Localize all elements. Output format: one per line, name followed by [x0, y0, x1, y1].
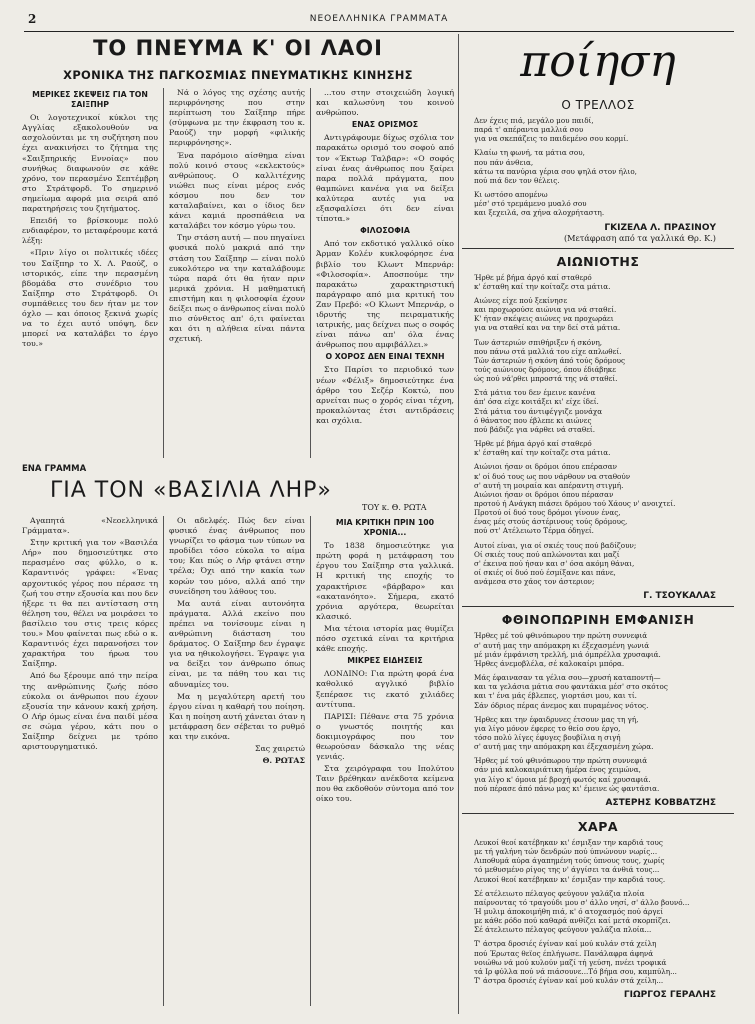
- paragraph: Ένα παρόμοιο αίσθημα είναι πολύ κοινό στους «εκλεκτούς» ανθρώπους. Ο καλλιτέχνης νιώθει πως είναι μέρος ενός κόσμου που δεν τον καταλαβαίνει, και ο ίδιος δεν κάνει καμιά προσπάθεια να καταλάβει τον κόσμο γύρω του.: [169, 150, 305, 231]
- poem-line: άπ' όσα είχε κοιτάξει κι' είχε ίδεί.: [474, 397, 599, 407]
- article2-columns: [22, 516, 454, 1006]
- poem-line: κ' έσταθη καί την κοίταζε στα μάτια.: [474, 448, 611, 458]
- poem-stanza: [474, 148, 734, 185]
- poem-stanza: [474, 756, 734, 793]
- poetry-section-title: [468, 32, 728, 90]
- poem-line: κ' οί δυό τους ως που νάρθουν να σταθούν: [474, 471, 631, 481]
- column-heading: ΜΙΚΡΕΣ ΕΙΔΗΣΕΙΣ: [347, 656, 423, 666]
- poem: [462, 98, 734, 249]
- poem-line: Σέ ατέλειωτο πέλαγος φεύγουν γαλάζια πλοία: [474, 888, 645, 898]
- poem-line: Αυτοί είναι, για οί σκιές τους πού βαδίζουν;: [474, 540, 637, 550]
- poem-line: Ήρθες μέ τού φθινόπωρου την πρώτη συννεφιά: [474, 756, 648, 766]
- column-heading: ΜΕΡΙΚΕΣ ΣΚΕΨΕΙΣ ΓΙΑ ΤΟΝ ΣΑΙΞΠΗΡ: [32, 90, 148, 110]
- poem-line: ανάμεσα στο χάος τον άστεριον;: [474, 577, 595, 587]
- article1-columns: [22, 88, 454, 458]
- poem-title: Ο ΤΡΕΛΛΟΣ: [561, 98, 635, 112]
- poem-line: Αιώνιοι ήσαν οι δρόμοι όπου επέρασαν: [474, 462, 618, 472]
- poem-line: για λίγο κ' όμοια μέ βροχή φωτός καί χρυσαφιά.: [474, 774, 651, 784]
- poem-separator: [462, 813, 734, 814]
- poem: [462, 254, 734, 608]
- poem-translation-note: (Μετάφραση από τα γαλλικά Θρ. Κ.): [563, 232, 716, 243]
- poem-line: για λίγο μόνον έφερες το θείο σου έργο,: [474, 723, 621, 733]
- poem-line: παρά τ' απέραντα μαλλιά σου: [474, 125, 584, 135]
- poem-line: Στά μάτια του άντιφέγγιζε μονάχα: [474, 406, 603, 416]
- poem-body: [462, 631, 734, 793]
- poem-line: Ήρθε μέ βήμα άργό καί σταθερό: [474, 439, 592, 449]
- poem-line: Αιώνες είχε πού ξεκίνησε: [474, 295, 568, 305]
- column-divider: [310, 88, 311, 458]
- paragraph: Την στάση αυτή — που πηγαίνει φυσικά πολύ μακριά από την στάση του Σαίξπηρ — είναι πολύ ευκολότερο να την καταλάβουμε τώρα παρά ότι θα ήταν πριν μερικά χρόνια. Η μαθηματική επιστήμη και η φιλοσοφία έχουν δείξει πως ο άνθρωπος είναι πολύ πιο σύνθετος απ' ό,τι φαίνεται και ότι η αλήθεια είναι πάντα σχετική.: [169, 233, 305, 344]
- paragraph: Από δω ξέρουμε από την πείρα της ανθρώπινης ζωής πόσο εύκολα οι άνθρωποι που έχουν εξουσία την κάνουν κακή χρήση. Ο Λήρ όμως είναι ένα παιδί μέσα σε σώμα γέρου, κάτι που ο Σαίξπηρ δείχνει με τρόπο αριστουργηματικό.: [22, 671, 158, 752]
- poem-line: τόσο πολύ λίγες έφυγες βουβίλια η σιγή: [474, 732, 621, 742]
- paragraph: Στο Παρίσι το περιοδικό των νέων «Φέλιξ» δημοσιεύτηκε ένα άρθρο του Σεζέρ Κοκτώ, που αρνείται πως ο χορός είναι τέχνη, προκαλώντας έτσι αντιδράσεις και σχόλια.: [316, 365, 454, 425]
- paragraph: Το 1838 δημοσιεύτηκε για πρώτη φορά η μετάφραση του έργου του Σαίξπηρ στα γαλλικά. Η κριτική της εποχής το χαρακτήρισε «βάρβαρο» και «ακατανόητο». Σήμερα, εκατό χρόνια αργότερα, θεωρείται κλασικό.: [316, 541, 454, 621]
- poem-line: ώς πού νά'ρθει μπροστά της νά σταθεί.: [474, 374, 618, 384]
- poem-stanza: [474, 631, 734, 668]
- poem-line: τά Ιρ φύλλα πού νά πιάσουνε...Τό βήμα σου, καμπύλη...: [474, 966, 677, 976]
- poem-line: Των άστεριών σπιθήριξεν ή σκόνη,: [474, 337, 603, 347]
- poems-container: [462, 96, 734, 1000]
- poem-body: [462, 838, 734, 985]
- column-divider: [310, 516, 311, 1006]
- article2-title: ΓΙΑ ΤΟΝ «ΒΑΣΙΛΙΑ ΛΗΡ»: [50, 478, 332, 503]
- article1-column-2: [169, 88, 305, 458]
- poem-line: Δεν έχεις πιά, μεγάλο μου παιδί,: [474, 116, 594, 125]
- poetry-section: [462, 34, 734, 1024]
- paragraph: ...του στην στοιχειώδη λογική και καλωσύνη του κοινού ανθρώπου.: [316, 88, 454, 118]
- poem-line: Ήρθες άνεμοβλέλα, σέ καλοκαίρι μπόρα.: [474, 658, 625, 668]
- poem-title: ΦΘΙΝΟΠΩΡΙΝΗ ΕΜΦΑΝΙΣΗ: [501, 612, 695, 628]
- paper-name: ΝΕΟΕΛΛΗΝΙΚΑ ΓΡΑΜΜΑΤΑ: [309, 14, 449, 24]
- poem-line: ένας μές στούς άστέρινους τούς δρόμους,: [474, 517, 628, 527]
- column-divider: [163, 88, 164, 458]
- poem-line: Λευκοί θεοί κατέβηκαν κι' έσμιξαν την καρδιά τους: [474, 837, 663, 847]
- poem-line: πού Έρωτας θεϊος έπλήγωσε. Πανάλαφρα άφηνά: [474, 948, 654, 958]
- poem-body: [462, 273, 734, 587]
- article2-column-2: [169, 516, 305, 1006]
- poem-line: που πάνω στά μαλλιά του είχε απλωθεί.: [474, 346, 622, 356]
- poem-line: Σάν όδριος πέρας άνεμος και πυραμένος νότος.: [474, 700, 649, 710]
- poem-stanza: [474, 889, 734, 935]
- poem-line: Ήρθε μέ βήμα άργό καί σταθερό: [474, 272, 592, 282]
- column-heading: Ο ΧΟΡΟΣ ΔΕΝ ΕΙΝΑΙ ΤΕΧΝΗ: [325, 352, 445, 362]
- poem-line: πού βάδιζε για νάρθει νά σταθεί.: [474, 424, 596, 434]
- poem-author: ΑΣΤΕΡΗΣ ΚΟΒΒΑΤΖΗΣ: [605, 797, 716, 808]
- poem-line: οί σκιές οί δυό πού έσμίξανε και πάνε,: [474, 568, 616, 578]
- poem-line: Ήρθες μέ τού φθινόπωρου την πρώτη συννεφιά: [474, 631, 648, 641]
- poem-stanza: [474, 338, 734, 384]
- poem-line: Κλαίω τη φωνή, τα μάτια σου,: [474, 148, 585, 158]
- poem-line: και τα γελάσια μάτια σου φαντάκια μέσ' στο σκότος: [474, 682, 668, 692]
- poem-line: σ' έκεινα πού ήσαν και σ' όσα ακόμη θάναι,: [474, 558, 635, 568]
- poem-line: τό μεθυσμένο ρίγος της ν' άγγίσει τα άνθιά τους...: [474, 865, 660, 875]
- poem-line: μέ μιάν έμφάνιση τρελλή, μιά όμπρέλλα χρυσαφιά.: [474, 649, 661, 659]
- poem-line: Σέ άτελειωτο πέλαγος φεύγουν γαλάζια πλοία...: [474, 925, 652, 935]
- article1-subtitle: ΧΡΟΝΙΚΑ ΤΗΣ ΠΑΓΚΟΣΜΙΑΣ ΠΝΕΥΜΑΤΙΚΗΣ ΚΙΝΗΣΗΣ: [63, 68, 413, 82]
- poem-stanza: [474, 388, 734, 434]
- article2-column-3: [316, 516, 454, 1006]
- poem-line: μέσ' στό τρεμάμενο μυαλό σου: [474, 199, 587, 209]
- article1-title: ΤΟ ΠΝΕΥΜΑ Κ' ΟΙ ΛΑΟΙ: [93, 36, 383, 60]
- article1-header: [22, 34, 454, 82]
- poem-line: σ' αυτή τη μοιραία και απέραντη στιγμή.: [474, 480, 624, 490]
- poem-line: προτού ή Ανάγκη πιάσει δρόμου τού Χάους ν' ανοιχτεί.: [474, 499, 676, 508]
- poem: [462, 819, 734, 1000]
- poem-line: πού πέρασε άπό πάνω μας κι' έμεινε ώς φαντάσια.: [474, 783, 660, 793]
- poem-stanza: [474, 939, 734, 985]
- poem-line: Αιώνιοι ήσαν οι δρόμοι όπου πέρασαν: [474, 489, 614, 499]
- signature: Θ. ΡΩΤΑΣ: [262, 756, 305, 766]
- paragraph: ΛΟΝΔΙΝΟ: Για πρώτη φορά ένα καθολικό αγγλικό βιβλίο ξεπέρασε τις εκατό χιλιάδες αντίτυπα.: [316, 669, 454, 709]
- poem-stanza: [474, 273, 734, 291]
- section-divider: [458, 34, 459, 1014]
- paragraph: ΠΑΡΙΣΙ: Πέθανε στα 75 χρόνια ο γνωστός ποιητής και δοκιμιογράφος που τον θεωρούσαν δάσκαλο της νέας γενιάς.: [316, 711, 454, 762]
- poem-line: που πάν άνθεια,: [474, 157, 534, 167]
- poem-stanza: [474, 190, 734, 217]
- paragraph: «Πριν λίγο οι πολιτικές ιδέες του Σαίξπηρ το Χ. Λ. Ραούζ, ο ιστορικός, είπε την περασμένη βδομάδα στο συνέδριο του Σαίξπηρ στο Στράτφορδ. Οι συμπάθειες του δεν ήταν με τον όχλο — και όποιος ξεκινά χωρίς να το έχει αυτό υπόψη, δεν μπορεί να καταλάβει το έργο του.»: [22, 248, 158, 349]
- poem-stanza: [474, 673, 734, 710]
- article2-kicker: ΕΝΑ ΓΡΑΜΜΑ: [22, 464, 87, 474]
- poem-line: πού πιά δεν τον θέλεις.: [474, 175, 560, 185]
- poem-line: Μάς έφαινασαν τα γέλια σου—χρυσή καταποντή—: [474, 673, 661, 683]
- poem-stanza: [474, 715, 734, 752]
- paragraph: Αντιγράφουμε δίχως σχόλια τον παρακάτω ορισμό του σοφού από τον «Έκτωρ Ταλβαρ»: «Ο σοφός είναι ένας άνθρωπος που ξαίρει παρα πολλά πράγματα, που θαμπώνει κανένα για να δείξει καλύτερα αυτές για να εξασφαλίσει ότι δεν είναι τίποτα.»: [316, 133, 454, 224]
- article2-byline: ΤΟΥ κ. Θ. ΡΩΤΑ: [362, 503, 427, 512]
- poem-line: Ήρθες και την έφαιδρυνες έτσουν μας τη γή,: [474, 714, 639, 724]
- poem-stanza: [474, 296, 734, 333]
- page-number: 2: [28, 12, 37, 26]
- poem-line: Τ' άστρα δροσιές έγίναν καί μού κυλάν στά χείλη...: [474, 976, 664, 986]
- article1-column-1: [22, 88, 158, 458]
- poem-title: ΧΑΡΑ: [577, 818, 619, 834]
- poem-line: με κάθε ρόδο πού καθαρά ανθίζει καί μετά σκορπίζει.: [474, 916, 671, 926]
- poem-line: και τ' ένα μάς έβλεπες, γιορτάσι μου, και τί.: [474, 691, 637, 701]
- poem-stanza: [474, 439, 734, 457]
- poem-line: για να σταθεί και να την δεί στά μάτια.: [474, 323, 621, 333]
- poem-body: [462, 116, 734, 218]
- poem-author: ΓΚΙΖΕΛΑ Λ. ΠΡΑΣΙΝΟΥ: [604, 222, 716, 233]
- poem-line: Στά μάτια του δεν έμεινε κανένα: [474, 388, 596, 398]
- paragraph: Από τον εκδοτικό γαλλικό οίκο Άρμαν Κολέν κυκλοφόρησε ένα βιβλίο του Κλωντ Μπερνάρ: «Φιλοσοφία». Αποσπούμε την παρακάτω χαρακτηριστική παράγραφο από μια κριτική του Ζαν Πρεβό: «Ο Κλωντ Μπερνάρ, ο ιδρυτής της πειραματικής ιατρικής, μας δείχνει πως ο σοφός είναι πάνω απ' όλα ένας άνθρωπος που αμφιβάλλει.»: [316, 239, 454, 350]
- poem-line: σ' αυτή μας την απόμακρη και έξεχασμένη χώρα.: [474, 742, 654, 752]
- poem: [462, 612, 734, 814]
- paragraph: Στην κριτική για τον «Βασιλέα Λήρ» που δημοσιεύτηκε στο περασμένο σας φύλλο, ο κ. Καραντινός γράφει: «Ένας αρχοντικός γέρος που πέρασε τη ζωή του στην εξουσία και που δεν ήξερε τι θα πει αντίσταση στη θέληση του, θέλει να μοιράσει το βασίλειο του στις τρεις κόρες του.» Μου φαίνεται πως εδώ ο κ. Καραντινός έχει παρανοήσει τον χαρακτήρα του ήρωα του Σαίξπηρ.: [22, 538, 158, 669]
- poem-line: Κ' ήταν σκέψεις αιώνες να προχωράει: [474, 314, 614, 324]
- closing: Σας χαιρετώ: [255, 744, 305, 754]
- poem-stanza: [474, 541, 734, 587]
- poem-line: νοιώθω νά μού κυλούν μαζί τή γεύση, πνέει τροφικά: [474, 957, 667, 967]
- column-heading: ΜΙΑ ΚΡΙΤΙΚΗ ΠΡΙΝ 100 ΧΡΟΝΙΑ...: [335, 518, 435, 538]
- poem-line: σάν μιά καλοκαιριάτικη ήμέρα ένος χειμώνα,: [474, 765, 641, 775]
- poem-line: κάτω τα πανύρια γέρια σου ψηλά στον ήλιο,: [474, 166, 637, 176]
- poem-line: Λευκοί θεοί κατέβηκαν κι' έσμιξαν την καρδιά τους.: [474, 874, 666, 884]
- paragraph: Στα χειρόγραφα του Ιπολύτου Ταιν βρέθηκαν ανέκδοτα κείμενα που θα εκδοθούν σύντομα από τον οίκο του.: [316, 764, 454, 804]
- poem-stanza: [474, 462, 734, 535]
- column-divider: [163, 516, 164, 1006]
- poem-line: Ή μυλιμ άποκοιμήθη πιά, κ' ό ατοχασμός πού άργεί: [474, 907, 664, 916]
- poem-line: Οί σκιές τους πού απλώνονται και μαζί: [474, 549, 620, 559]
- poem-line: και προχωρούσε αιώνια για νά σταθεί.: [474, 305, 617, 315]
- masthead: [24, 10, 734, 32]
- paragraph: Οι λογοτεχνικοί κύκλοι της Αγγλίας εξακολουθούν να ασχολούνται με τη συζήτηση που έχει ανακινήσει το ζήτημα της «Σαιξπηρικής Εννοίας» που συνήθως διαφωνούν σε κάθε χρόνο, τον περασμένο Σεπτέμβρη στο Στράτφορδ. Το σημερινό σημείωμα αφορά μια σειρά από παρατηρήσεις του ζητήματος.: [22, 113, 158, 214]
- poem-line: ό θάνατος που έβλεπε κι αιώνες: [474, 415, 592, 425]
- paragraph: Μα η μεγαλύτερη αρετή του έργου είναι η καθαρή του ποίηση. Και η ποίηση αυτή χάνεται όταν η μετάφραση δεν σέβεται το ρυθμό και την εικόνα.: [169, 691, 305, 741]
- poem-author: Γ. ΤΣΟΥΚΑΛΑΣ: [643, 591, 716, 602]
- poem-line: Τ' άστρα δροσιές έγίναν καί μού κυλάν στά χείλη: [474, 939, 657, 949]
- poem-separator: [462, 248, 734, 249]
- poem-line: Τών άστεριών ή σκόνη άπό τούς δρόμους: [474, 355, 626, 365]
- svg-text:ποίηση: ποίηση: [520, 36, 676, 87]
- poem-separator: [462, 606, 734, 607]
- poem-stanza: [474, 116, 734, 143]
- poem-line: και ξεχειλά, σα χήνα αλοχρήταστη.: [474, 208, 605, 218]
- poem-stanza: [474, 838, 734, 884]
- article1-column-3: [316, 88, 454, 458]
- poem-line: για να σκεπάζεις το παιδεμένο σου κορμί.: [474, 134, 629, 144]
- paragraph: Μα αυτά είναι αυτονόητα πράγματα. Αλλά εκείνο που πρέπει να τονίσουμε είναι η ανθρώπινη διάσταση του δράματος. Ο Σαίξπηρ δεν έγραψε για να ηθικολογήσει. Έγραψε για να δείξει τον άνθρωπο όπως είναι, με τα πάθη του και τις αδυναμίες του.: [169, 598, 305, 689]
- column-heading: ΦΙΛΟΣΟΦΙΑ: [360, 226, 410, 236]
- poem-line: με τή γαλήνη τών δενδρών πού ύπνώνουν νωρίς...: [474, 847, 658, 857]
- poem-line: Κι ωστόσο απομένω: [474, 190, 548, 200]
- paragraph: Μια τέτοια ιστορία μας θυμίζει πόσο σχετικά είναι τα κριτήρια κάθε εποχής.: [316, 623, 454, 654]
- poem-line: σ' αυτή μας την απόμακρη κι έξεχασμένη γωνιά: [474, 640, 650, 650]
- paragraph: Νά ο λόγος της σχέσης αυτής περιφρόνησης που στην περίπτωση του Σαίξπηρ πήρε (σύμφωνα με την έκφραση του κ. Ραούζ) την μορφή «φιλικής περιφρόνησης».: [169, 88, 305, 148]
- column-heading: ΕΝΑΣ ΟΡΙΣΜΟΣ: [351, 120, 419, 130]
- article2-column-1: [22, 516, 158, 1006]
- poem-line: Λιποθυμά αύρα άγαπημένη τούς ύπνους τους, χωρίς: [474, 856, 665, 866]
- paragraph: Οι αδελφές. Πώς δεν είναι φυσικό ένας άνθρωπος που γνωρίζει το φάσμα των τύπων να προδίδει τόσο εύκολα το αίμα του; Και πώς ο Λήρ φτάνει στην τρέλα; Όχι από την κακία των κορών του μόνο, αλλά από την συνείδηση του λάθους του.: [169, 516, 305, 596]
- paragraph: Επειδή το βρίσκουμε πολύ ενδιαφέρον, το μεταφέρουμε κατά λέξη:: [22, 216, 158, 246]
- poem-line: Προτού οί δυό τους δρόμοι γίνουν ένας,: [474, 508, 621, 518]
- poem-title: ΑΙΩΝΙΟΤΗΣ: [556, 253, 640, 269]
- poem-line: παίρνοντας τό τραγούδι μου σ' άλλο νησί, σ' άλλο βουνό...: [474, 897, 690, 907]
- paragraph: Αγαπητά «Νεοελληνικά Γράμματα».: [22, 516, 158, 536]
- poem-line: πού στ' Ατέλειωτο Τέρμα όδηγεί.: [474, 526, 594, 536]
- poem-line: κ' έσταθη καί την κοίταζε στα μάτια.: [474, 281, 611, 291]
- poem-line: τούς αιώνιους δρόμους, όπου έδιάβηκε: [474, 364, 616, 374]
- poem-author: ΓΙΩΡΓΟΣ ΓΕΡΑΛΗΣ: [623, 990, 716, 1001]
